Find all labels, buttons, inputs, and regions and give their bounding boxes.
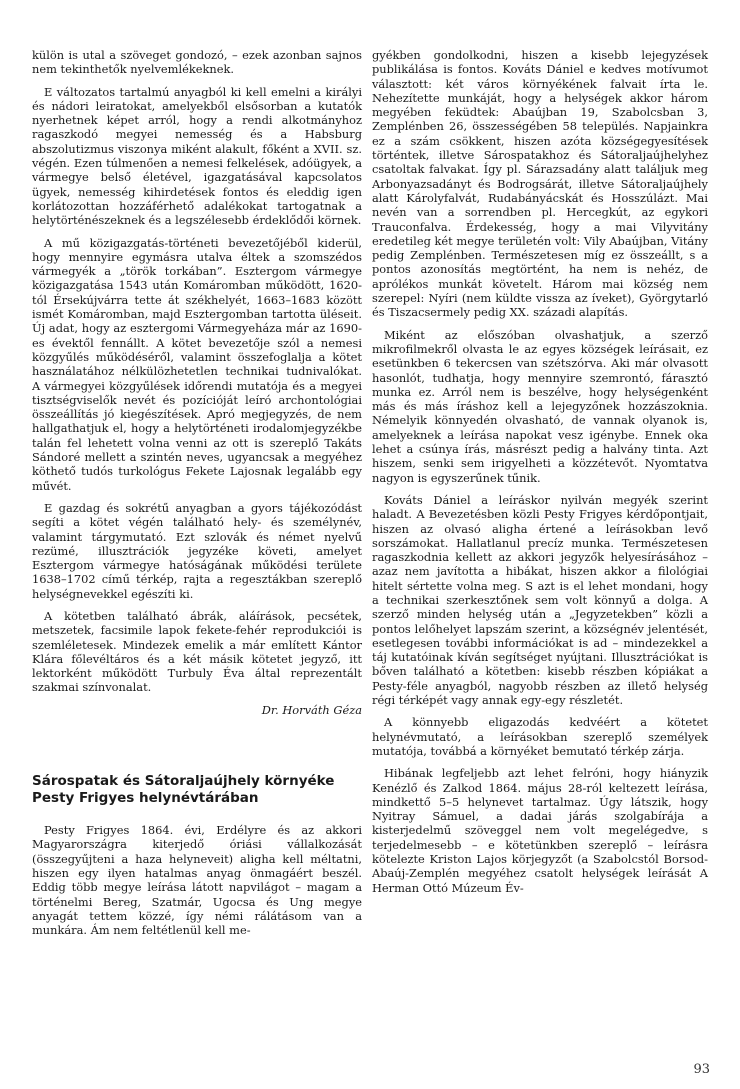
paragraph: E változatos tartalmú anyagból ki kell emelni a királyi és nádori leiratokat, amelyekből elsősorban a kutatók nyerhetnek képet arról, hogy a rendi alkotmányhoz ragaszkodó megyei nemesség és a Habsburg abszolutizmus viszonya miként alakult, főként a XVII. sz. végén. Ezen túlmenően a nemesi felkelések, adóügyek, a vármegye belső életével, igazgatásával kapcsolatos ügyek, nemesség kihirdetések fontos és eleddig igen korlátozottan hozzáférhető adalékokat tartogatnak a helytörténészeknek és a legszélesebb érdeklődői körnek. [32,84,362,228]
paragraph: A mű közigazgatás-történeti bevezetőjéből kiderül, hogy mennyire egymásra utalva éltek a szomszédos vármegyék a „török torkában”. Esztergom vármegye közigazgatása 1543 után Komáromban működött, 1620-tól Érsekújvárra tette át székhelyét, 1663–1683 között ismét Komáromban, majd Esztergomban tartotta üléseit. Új adat, hogy az esztergomi Vármegyeháza már az 1690-es évektől fennállt. A kötet bevezetője szól a nemesi közgyűlés működéséről, valamint összefoglalja a kötet használatához nélkülözhetetlen technikai tudnivalókat. A vármegyei közgyűlések időrendi mutatója és a megyei tisztségviselők nevét és pozícióját leíró archontológiai összeállítás jó kiegészítések. Apró megjegyzés, de nem hallgathatjuk el, hogy a helytörténeti irodalomjegyzékbe talán fel lehetett volna venni az ott is szereplő Takáts Sándoré mellett a szintén neves, ugyancsak a megyéhez köthető tudós turkológus Fekete Lajosnak legalább egy művét. [32,235,362,493]
author-signature: Dr. Horváth Géza [261,702,362,717]
paragraph: Miként az előszóban olvashatjuk, a szerző mikrofilmekről olvasta le az egyes községek leírásait, ez esetünkben 6 tekercsen van szétszórva. Aki már olvasott hasonlót, tudhatja, hogy mennyire szemrontó, fárasztó munka ez. Arról nem is beszélve, hogy helységenként más és más íráshoz kell a lejegyzőnek hozzászoknia. Némelyik könnyedén olvasható, de vannak olyanok is, amelyeknek a leírása napokat vesz igénybe. Ennek oka lehet a csúnya írás, másrészt pedig a halvány tinta. Azt hiszem, senki sem irigyelheti a közzétevőt. Nyomtatva nagyon is egyszerűnek tűnik. [372,327,708,485]
paragraph: A kötetben található ábrák, aláírások, pecsétek, metszetek, facsimile lapok fekete-fehér reprodukciói is szemléletesek. Mindezek emelik a már említett Kántor Klára főlevéltáros és a két másik kötetet jegyző, itt lektorként működött Turbuly Éva által reprezentált szakmai színvonalat. [32,608,362,695]
paragraph: Pesty Frigyes 1864. évi, Erdélyre és az akkori Magyarországra kiterjedő óriási vállalkozását (összegyűjteni a haza helyneveit) aligha kell méltatni, hiszen egy ilyen hatalmas anyag önmagáért beszél. Eddig több megye leírása látott napvilágot – magam a történelmi Bereg, Szatmár, Ugocsa és Ung megye anyagát tettem közzé, így némi rálátásom van a munkára. Ám nem feltétlenül kell me- [32,823,362,938]
paragraph: gyékben gondolkodni, hiszen a kisebb lejegyzések publikálása is fontos. Kováts Dániel e kedves motívumot választott: két város környékének falvait írta le. Nehezítette munkáját, hogy a helységek akkor három megyében feküdtek: Abaújban 19, Szabolcsban 3, Zemplénben 26, összességében 58 település. Napjainkra ez a szám csökkent, hiszen azóta községegyesítések történtek, illetve Sárospatakhoz és Sátoraljaújhelyhez csatoltak falvakat. Így pl. Sárazsadány alatt találjuk meg Arbonyazsadányt és Bodrogsárát, illetve Sátoraljaújhely alatt Károlyfalvát, Rudabányácskát és Hosszúlázt. Mai nevén van a sorrendben pl. Hercegkút, az egykori Trauconfalva. Érdekesség, hogy a mai Vilyvitány eredetileg két megye területén volt: Vily Abaújban, Vitány pedig Zemplénben. Természetesen míg ez összeállt, s a pontos azonosítás megtörtént, ha nem is nehéz, de aprólékos munkát követelt. Három mai község nem szerepel: Nyíri (nem küldte vissza az íveket), Györgytarló és Tiszacsermely pedig XX. századi alapítás. [372,48,708,320]
page-number: 93 [693,1062,710,1077]
paragraph: külön is utal a szöveget gondozó, – ezek azonban sajnos nem tekinthetők nyelvemlékeknek. [32,48,362,77]
right-column [372,48,708,903]
paragraph: A könnyebb eligazodás kedvéért a kötetet helynévmutató, a leírásokban szereplő személyek mutatója, továbbá a környéket bemutató térkép zárja. [372,715,708,758]
paragraph: E gazdag és sokrétű anyagban a gyors tájékozódást segíti a kötet végén található hely- és személynév, valamint tárgymutató. Ezt szlovák és német nyelvű rezümé, illusztrációk jegyzéke követi, amelyet Esztergom vármegye hatóságának működési területe 1638–1702 című térkép, rajta a regesztákban szereplő helységnevekkel egészíti ki. [32,500,362,601]
paragraph: Kováts Dániel a leíráskor nyilván megyék szerint haladt. A Bevezetésben közli Pesty Frigyes kérdőpontjait, hiszen az olvasó aligha értené a leírásokban levő sorszámokat. Hallatlanul precíz munka. Természetesen ragaszkodnia kellett az akkori jegyzők helyesírásához – azaz nem javította a hibákat, hiszen akkor a filológiai hitelt sértette volna meg. S azt is el lehet mondani, hogy a technikai szerkesztőnek sem volt könnyű a dolga. A szerző minden helység után a „Jegyzetekben” közli a pontos lelőhelyet lapszám szerint, a községnév jelentését, esetlegesen további információkat is ad – mindezekkel a táj kutatóinak kíván segítséget nyújtani. Illusztrációkat is bőven található a kötetben: kisebb részben kópiákat a Pesty-féle anyagból, nagyobb részben az illető helység régi térképét vagy annak egy-egy részletét. [372,492,708,708]
paragraph: Hibának legfeljebb azt lehet felróni, hogy hiányzik Kenézlő és Zalkod 1864. május 28-ról keltezett leírása, mindkettő 5–5 helynevet tartalmaz. Úgy látszik, hogy Nyitray Sámuel, a dadai járás szolgabírája a kisterjedelmű szöveggel nem volt megelégedve, s terjedelmesebb – e kötetünkben szereplő – leírásra kötelezte Kriston Lajos körjegyzőt (a Szabolcstól Borsod-Abaúj-Zemplén megyéhez csatolt helységek leírását A Herman Ottó Múzeum Év- [372,766,708,895]
section-title: Sárospatak és Sátoraljaújhely környéke Pesty Frigyes helynévtárában [32,773,335,807]
left-column [32,48,362,945]
